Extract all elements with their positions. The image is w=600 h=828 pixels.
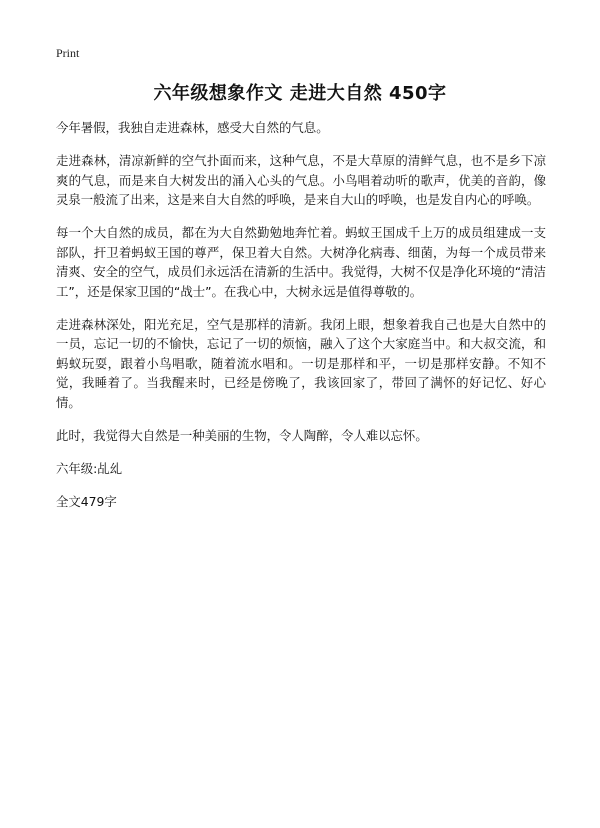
article-author-line: 六年级:乩乣: [56, 460, 123, 476]
print-link[interactable]: Print: [56, 46, 80, 60]
article-paragraph-3: 每一个大自然的成员，都在为大自然勤勉地奔忙着。蚂蚁王国成千上万的成员组建成一支部队，扞卫着蚂蚁王国的尊严，保卫着大自然。大树净化病毒、细菌，为每一个成员带来清爽、安全的空气，成员们永远活在清新的生活中。我觉得，大树不仅是净化环境的“清洁工”，还是保家卫国的“战士”。在我心中，大树永远是值得尊敬的。: [56, 225, 546, 299]
article-word-count: 全文479字: [56, 493, 117, 509]
article-paragraph-4: 走进森林深处，阳光充足，空气是那样的清新。我闭上眼，想象着我自己也是大自然中的一员，忘记一切的不愉快，忘记了一切的烦恼，融入了这个大家庭当中。和大叔交流，和蚂蚁玩耍，跟着小鸟唱歌，随着流水唱和。一切是那样和平，一切是那样安静。不知不觉，我睡着了。当我醒来时，已经是傍晚了，我该回家了，带回了满怀的好记忆、好心情。: [56, 316, 546, 410]
article-title: 六年级想象作文 走进大自然 450字: [153, 83, 447, 104]
article-body: [56, 118, 546, 525]
article-paragraph-1: 今年暑假，我独自走进森林，感受大自然的气息。: [56, 120, 329, 135]
article-paragraph-2: 走进森林，清凉新鲜的空气扑面而来，这种气息，不是大草原的清鲜气息，也不是乡下凉爽的气息，而是来自大树发出的涌入心头的气息。小鸟唱着动听的歌声，优美的音韵，像灵泉一般流了出来，这是来自大自然的呼唤，是来自大山的呼唤，也是发自内心的呼唤。: [56, 153, 546, 207]
article-paragraph-5: 此时，我觉得大自然是一种美丽的生物，令人陶醉，令人难以忘怀。: [56, 427, 428, 443]
